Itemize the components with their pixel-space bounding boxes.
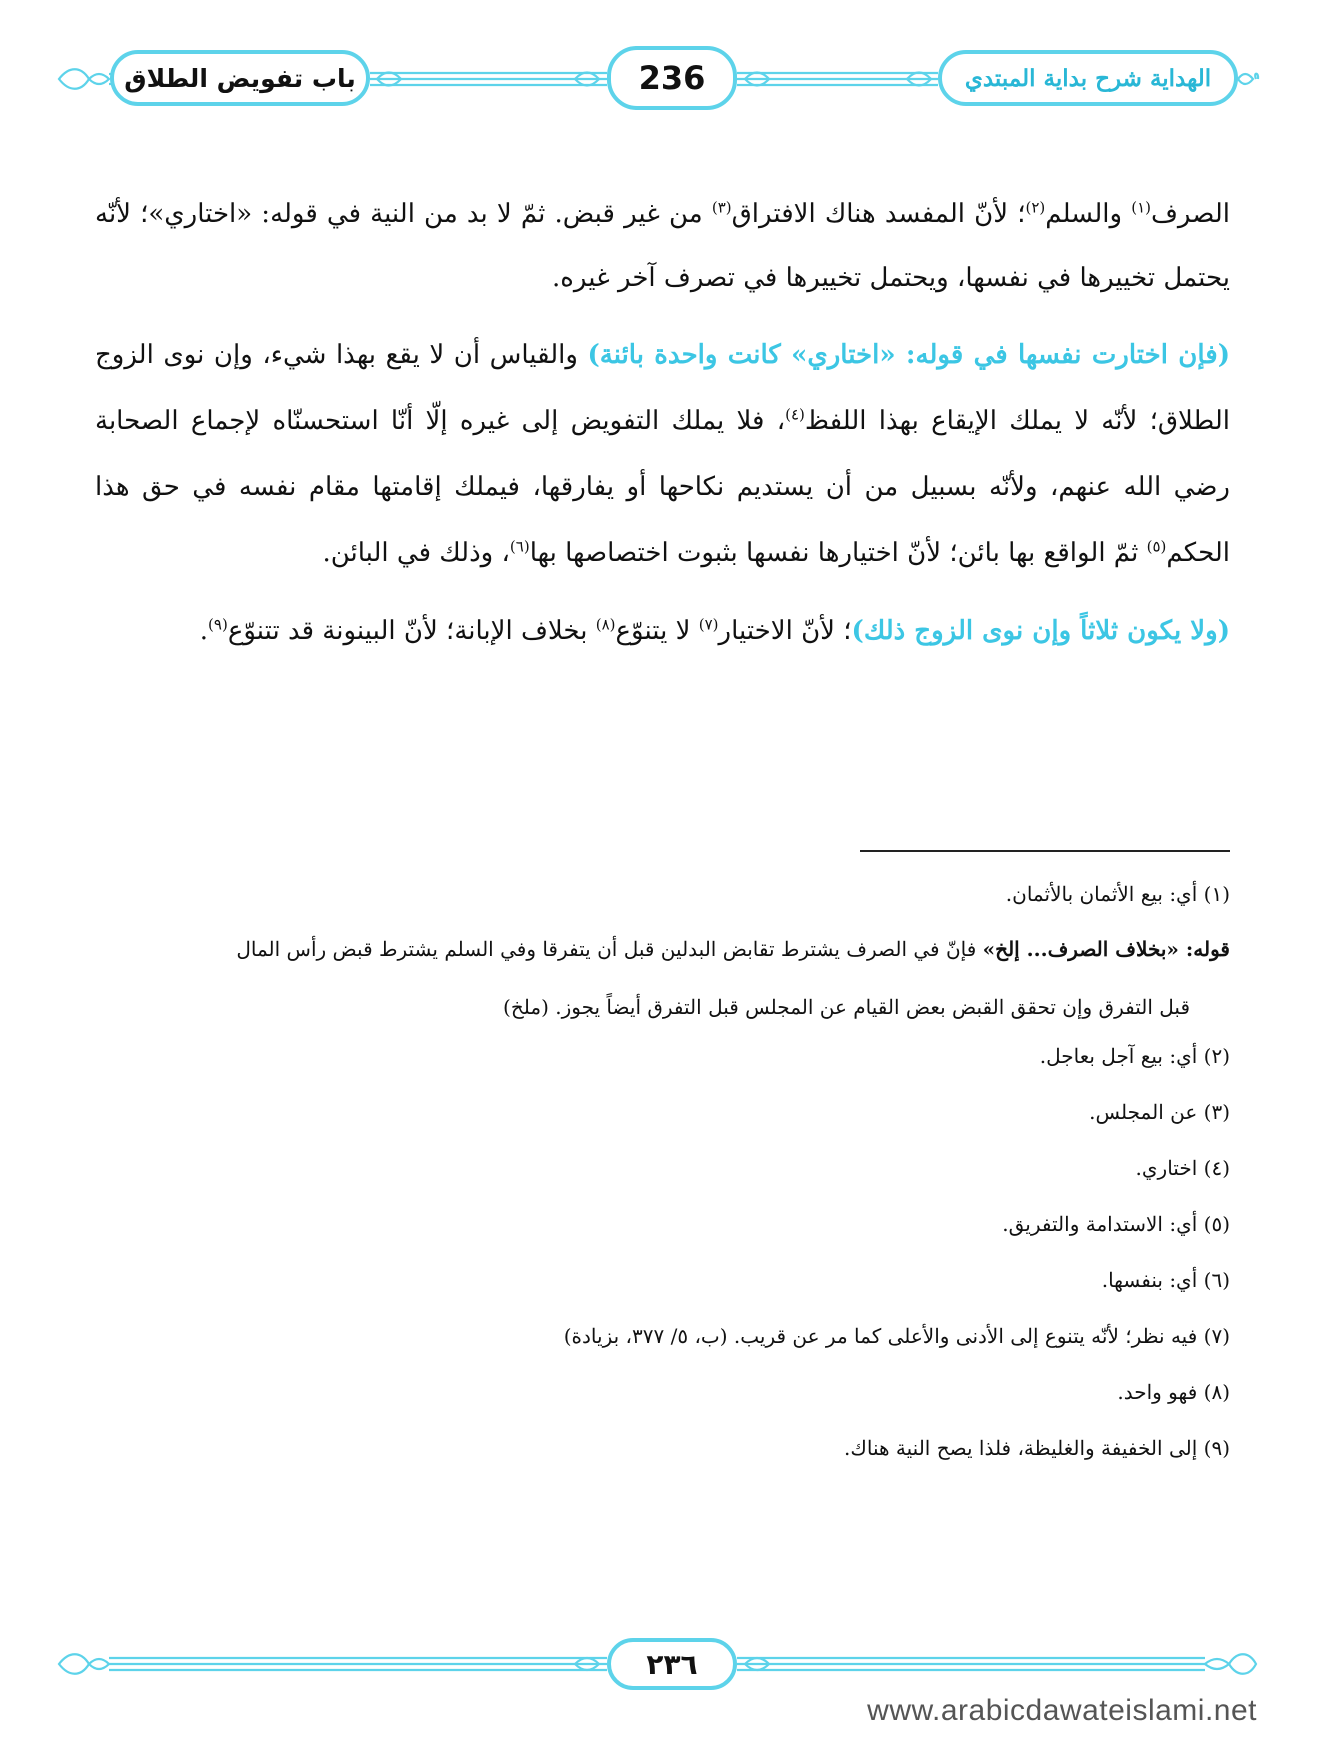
footnote-1: (١) أي: بيع الأثمان بالأثمان. xyxy=(1005,882,1230,906)
book-title: الهداية شرح بداية المبتدي xyxy=(938,50,1238,106)
footnote-8: (٨) فهو واحد. xyxy=(1117,1380,1230,1404)
footnote-2: (٢) أي: بيع آجل بعاجل. xyxy=(1039,1044,1230,1068)
website-url[interactable]: www.arabicdawateislami.net xyxy=(867,1694,1257,1727)
footnote-ref-6[interactable]: (٦) xyxy=(509,537,530,556)
footnote-ref-4[interactable]: (٤) xyxy=(785,405,805,424)
p1-text-2: والسلم xyxy=(1045,199,1132,229)
footnote-9: (٩) إلى الخفيفة والغليظة، فلذا يصح النية هناك. xyxy=(844,1436,1230,1460)
chapter-title: باب تفويض الطلاق xyxy=(110,50,370,106)
commentary-line-2: قبل التفرق وإن تحقق القبض بعض القيام عن المجلس قبل التفرق أيضاً يجوز. (ملخ) xyxy=(503,995,1190,1019)
p1-text-4: من غير قبض. ثمّ لا بد من النية في قوله: «اختاري»؛ لأنّه يحتمل تخييرها في نفسها، ويحتمل تخييرها في تصرف آخر غيره. xyxy=(95,199,1230,293)
footnote-5: (٥) أي: الاستدامة والتفريق. xyxy=(1002,1212,1230,1236)
footnote-ref-2[interactable]: (٢) xyxy=(1025,198,1046,217)
p2-text-1: والقياس أن لا يقع بهذا شيء، وإن نوى الزوج الطلاق؛ لأنّه لا يملك الإيقاع بهذا اللفظ xyxy=(95,340,1230,436)
footer-page-number: ٢٣٦ xyxy=(607,1638,737,1690)
p3-text-2: لا يتنوّع xyxy=(615,616,699,646)
paragraph-2 xyxy=(95,322,1230,586)
footnote-ref-8[interactable]: (٨) xyxy=(595,615,616,634)
footnote-ref-7[interactable]: (٧) xyxy=(698,615,719,634)
matn-text-1: (فإن اختارت نفسها في قوله: «اختاري» كانت واحدة بائنة) xyxy=(587,340,1230,370)
footnote-ref-9[interactable]: (٩) xyxy=(208,615,228,634)
footnote-4: (٤) اختاري. xyxy=(1135,1156,1230,1180)
footnote-ref-1[interactable]: (١) xyxy=(1131,198,1151,217)
footnote-ref-3[interactable]: (٣) xyxy=(711,198,732,217)
p3-text-3: بخلاف الإبانة؛ لأنّ البينونة قد تتنوّع xyxy=(227,616,596,646)
commentary-quote: قوله: «بخلاف الصرف... إلخ» xyxy=(982,937,1230,961)
p2-text-3: ثمّ الواقع بها بائن؛ لأنّ اختيارها نفسها بثبوت اختصاصها بها xyxy=(529,538,1147,568)
paragraph-3 xyxy=(95,598,1230,664)
p1-text-1: الصرف xyxy=(1150,199,1230,229)
p2-text-4: ، وذلك في البائن. xyxy=(322,538,510,568)
footnote-3: (٣) عن المجلس. xyxy=(1089,1100,1230,1124)
page-footer xyxy=(55,1634,1260,1694)
paragraph-1 xyxy=(95,182,1230,310)
p3-text-4: . xyxy=(199,616,209,646)
footnote-7: (٧) فيه نظر؛ لأنّه يتنوع إلى الأدنى والأعلى كما مر عن قريب. (ب، ٥/ ٣٧٧، بزيادة) xyxy=(563,1324,1230,1348)
main-text xyxy=(95,182,1230,676)
p3-text-1: ؛ لأنّ الاختيار xyxy=(718,616,852,646)
page-number: 236 xyxy=(607,46,737,110)
page-header xyxy=(55,44,1260,114)
footnotes-section xyxy=(95,880,1230,1490)
p2-text-2: ، فلا يملك التفويض إلى غيره إلّا أنّا استحسنّاه لإجماع الصحابة رضي الله عنهم، ولأنّه بسبيل من أن يستديم نكاحها أو يفارقها، فيملك إقامتها مقام نفسه في حق هذا الحكم xyxy=(95,406,1230,568)
footnote-separator xyxy=(860,850,1230,852)
footnote-6: (٦) أي: بنفسها. xyxy=(1101,1268,1230,1292)
footnote-1-commentary xyxy=(95,920,1230,1036)
footnote-ref-5[interactable]: (٥) xyxy=(1146,537,1167,556)
commentary-line-1: فإنّ في الصرف يشترط تقابض البدلين قبل أن يتفرقا وفي السلم يشترط قبض رأس المال xyxy=(236,937,983,961)
p1-text-3: ؛ لأنّ المفسد هناك الافتراق xyxy=(731,199,1026,229)
matn-text-2: (ولا يكون ثلاثاً وإن نوى الزوج ذلك) xyxy=(851,616,1230,646)
